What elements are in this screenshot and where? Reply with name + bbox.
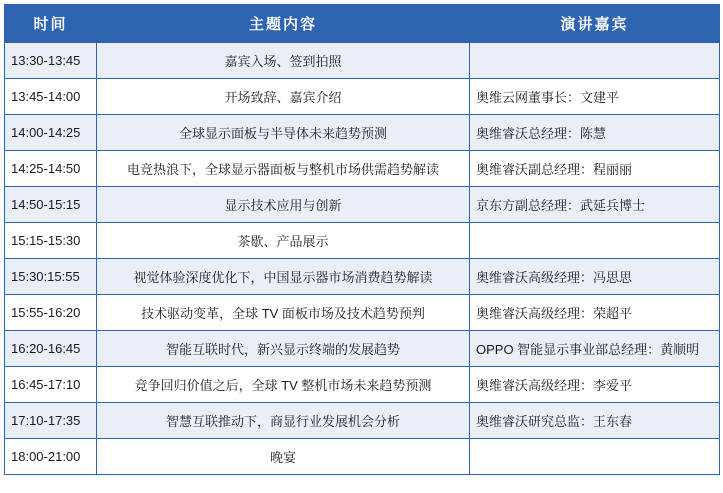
cell-topic: 茶歇、产品展示 (97, 223, 470, 259)
cell-topic: 竞争回归价值之后，全球 TV 整机市场未来趋势预测 (97, 367, 470, 403)
cell-time: 14:50-15:15 (5, 187, 97, 223)
cell-time: 15:30:15:55 (5, 259, 97, 295)
cell-time: 15:15-15:30 (5, 223, 97, 259)
table-header (5, 5, 720, 43)
table-row (5, 187, 720, 223)
table-row (5, 223, 720, 259)
table-row (5, 367, 720, 403)
cell-time: 13:30-13:45 (5, 43, 97, 79)
cell-topic: 视觉体验深度优化下，中国显示器市场消费趋势解读 (97, 259, 470, 295)
column-header-topic: 主题内容 (97, 5, 470, 43)
agenda-table (4, 4, 720, 475)
table-body (5, 43, 720, 475)
cell-time: 18:00-21:00 (5, 439, 97, 475)
cell-speaker (470, 223, 720, 259)
cell-topic: 智能互联时代，新兴显示终端的发展趋势 (97, 331, 470, 367)
cell-speaker: 奥维睿沃总经理：陈慧 (470, 115, 720, 151)
table-row (5, 151, 720, 187)
cell-topic: 智慧互联推动下，商显行业发展机会分析 (97, 403, 470, 439)
column-header-speaker: 演讲嘉宾 (470, 5, 720, 43)
cell-speaker (470, 439, 720, 475)
cell-topic: 晚宴 (97, 439, 470, 475)
cell-time: 13:45-14:00 (5, 79, 97, 115)
cell-speaker: 奥维睿沃高级经理：冯思思 (470, 259, 720, 295)
cell-topic: 电竞热浪下，全球显示器面板与整机市场供需趋势解读 (97, 151, 470, 187)
table-row (5, 259, 720, 295)
cell-speaker: 奥维云网董事长：文建平 (470, 79, 720, 115)
cell-time: 16:45-17:10 (5, 367, 97, 403)
cell-topic: 技术驱动变革，全球 TV 面板市场及技术趋势预判 (97, 295, 470, 331)
table-row (5, 331, 720, 367)
cell-time: 15:55-16:20 (5, 295, 97, 331)
cell-time: 17:10-17:35 (5, 403, 97, 439)
table-row (5, 79, 720, 115)
cell-time: 16:20-16:45 (5, 331, 97, 367)
table-row (5, 403, 720, 439)
cell-topic: 开场致辞、嘉宾介绍 (97, 79, 470, 115)
cell-speaker: 京东方副总经理：武延兵博士 (470, 187, 720, 223)
cell-time: 14:00-14:25 (5, 115, 97, 151)
column-header-time: 时间 (5, 5, 97, 43)
cell-speaker (470, 43, 720, 79)
cell-topic: 显示技术应用与创新 (97, 187, 470, 223)
cell-speaker: OPPO 智能显示事业部总经理：黄顺明 (470, 331, 720, 367)
cell-speaker: 奥维睿沃高级经理：荣超平 (470, 295, 720, 331)
table-row (5, 115, 720, 151)
table-header-row (5, 5, 720, 43)
cell-speaker: 奥维睿沃副总经理：程丽丽 (470, 151, 720, 187)
table-row (5, 295, 720, 331)
table-row (5, 43, 720, 79)
cell-speaker: 奥维睿沃高级经理：李爱平 (470, 367, 720, 403)
cell-topic: 全球显示面板与半导体未来趋势预测 (97, 115, 470, 151)
cell-speaker: 奥维睿沃研究总监：王东春 (470, 403, 720, 439)
cell-topic: 嘉宾入场、签到拍照 (97, 43, 470, 79)
table-row (5, 439, 720, 475)
cell-time: 14:25-14:50 (5, 151, 97, 187)
